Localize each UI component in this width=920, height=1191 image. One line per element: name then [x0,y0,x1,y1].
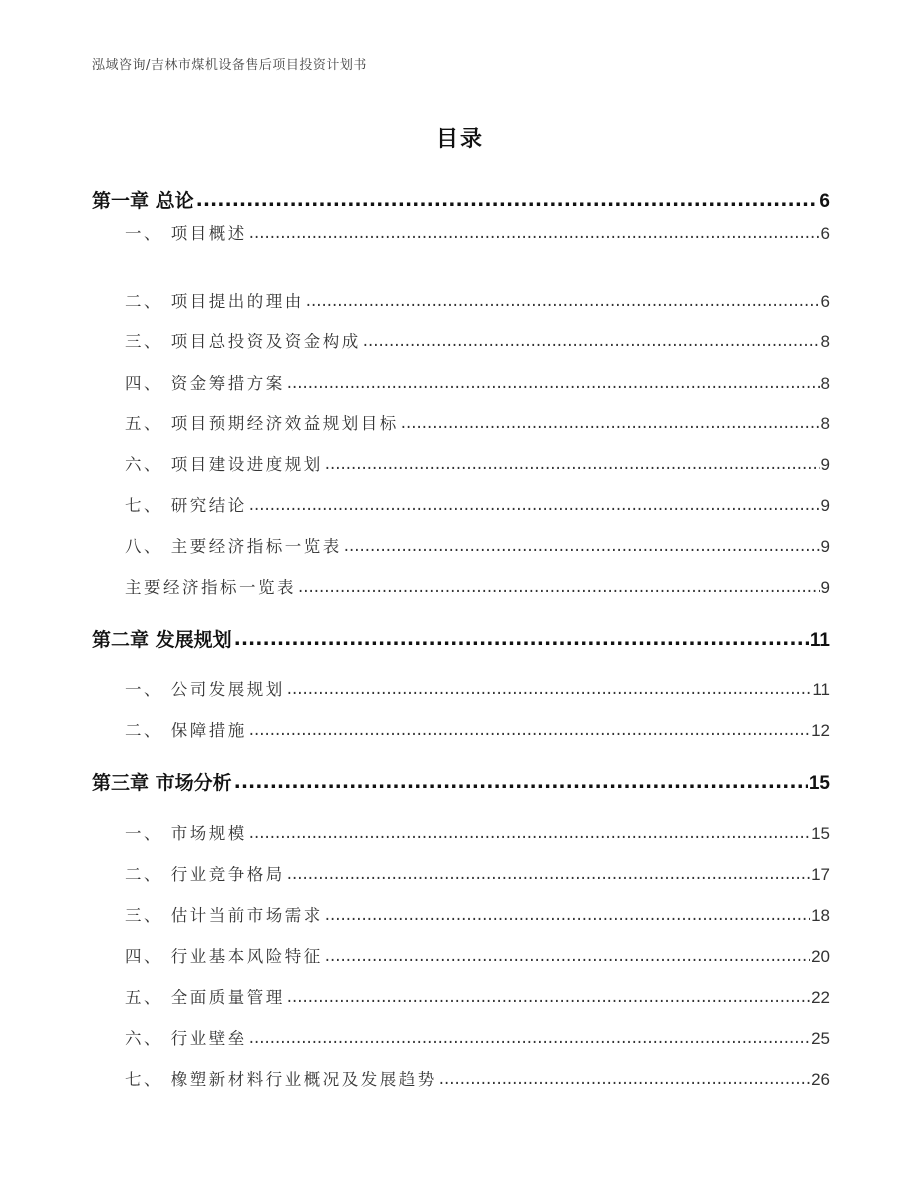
running-header: 泓域咨询/吉林市煤机设备售后项目投资计划书 [92,58,367,73]
dot-leader [249,223,820,240]
dot-leader [249,823,810,840]
dot-leader [325,946,810,963]
dot-leader [287,987,810,1004]
toc-entry-page-number: 9 [820,496,830,515]
dot-leader [439,1069,810,1086]
toc-entry-label: 七、 橡塑新材料行业概况及发展趋势 [125,1070,437,1089]
toc-entry-page-number: 9 [820,537,830,556]
toc-entry-label: 四、 资金筹措方案 [125,374,285,393]
toc-section-entry[interactable] [92,943,830,967]
toc-section-entry[interactable] [92,717,830,741]
toc-entry-page-number: 26 [811,1070,830,1089]
dot-leader [249,1028,810,1045]
toc-entry-page-number: 25 [811,1029,830,1048]
toc-entry-label: 一、 市场规模 [125,824,247,843]
toc-entry-page-number: 17 [811,865,830,884]
toc-entry-label: 二、 项目提出的理由 [125,292,304,311]
toc-entry-label: 五、 全面质量管理 [125,988,285,1007]
toc-entry-page-number: 11 [812,680,830,699]
toc-entry-label: 五、 项目预期经济效益规划目标 [125,414,399,433]
dot-leader [363,331,820,348]
dot-leader [234,770,808,789]
toc-entry-label: 三、 估计当前市场需求 [125,906,323,925]
toc-entry-label: 一、 项目概述 [125,224,247,243]
dot-leader [249,495,820,512]
toc-entry-label: 第三章 市场分析 [92,772,232,794]
toc-entry-page-number: 18 [811,906,830,925]
dot-leader [298,577,820,594]
toc-entry-label: 主要经济指标一览表 [125,578,296,597]
toc-entry-label: 四、 行业基本风险特征 [125,947,323,966]
toc-entry-label: 七、 研究结论 [125,496,247,515]
toc-title: 目录 [435,127,484,152]
toc-entry-label: 六、 项目建设进度规划 [125,455,323,474]
dot-leader [249,720,810,737]
dot-leader [325,454,820,471]
toc-entry-page-number: 9 [820,578,830,597]
toc-section-entry[interactable] [92,370,830,394]
toc-entry-label: 第二章 发展规划 [92,629,232,651]
toc-entry-label: 二、 保障措施 [125,721,247,740]
toc-entry-page-number: 20 [811,947,830,966]
toc-entry-label: 六、 行业壁垒 [125,1029,247,1048]
toc-entry-page-number: 8 [820,332,830,351]
dot-leader [196,188,819,207]
toc-section-entry[interactable] [92,902,830,926]
toc-entry-label: 二、 行业竞争格局 [125,865,285,884]
toc-entry-page-number: 8 [820,374,830,393]
toc-entry-page-number: 6 [820,292,830,311]
dot-leader [287,864,810,881]
toc-entry-page-number: 8 [820,414,830,433]
toc-section-entry[interactable] [92,676,830,700]
toc-entry-page-number: 22 [811,988,830,1007]
toc-entry-page-number: 9 [820,455,830,474]
toc-chapter-entry[interactable] [92,768,830,795]
toc-section-entry[interactable] [92,451,830,475]
dot-leader [344,536,820,553]
toc-section-entry[interactable] [92,820,830,844]
toc-entry-page-number: 11 [809,630,830,651]
dot-leader [306,291,820,308]
toc-chapter-entry[interactable] [92,625,830,652]
toc-chapter-entry[interactable] [92,186,830,213]
toc-entry-label: 八、 主要经济指标一览表 [125,537,342,556]
toc-section-entry[interactable] [92,984,830,1008]
toc-section-entry[interactable] [92,1066,830,1090]
dot-leader [234,627,809,646]
dot-leader [287,679,812,696]
toc-entry-label: 三、 项目总投资及资金构成 [125,332,361,351]
dot-leader [287,373,820,390]
toc-section-entry[interactable] [92,574,830,598]
dot-leader [401,413,820,430]
dot-leader [325,905,810,922]
toc-section-entry[interactable] [92,288,830,312]
toc-section-entry[interactable] [92,492,830,516]
toc-entry-page-number: 12 [811,721,830,740]
toc-entry-page-number: 15 [811,824,830,843]
toc-entry-page-number: 15 [808,773,830,794]
toc-section-entry[interactable] [92,410,830,434]
toc-entry-page-number: 6 [820,224,830,243]
toc-section-entry[interactable] [92,220,830,244]
toc-entry-label: 一、 公司发展规划 [125,680,285,699]
toc-entry-page-number: 6 [819,191,830,212]
toc-section-entry[interactable] [92,861,830,885]
toc-entry-label: 第一章 总论 [92,190,194,212]
toc-section-entry[interactable] [92,533,830,557]
toc-section-entry[interactable] [92,1025,830,1049]
toc-section-entry[interactable] [92,328,830,352]
